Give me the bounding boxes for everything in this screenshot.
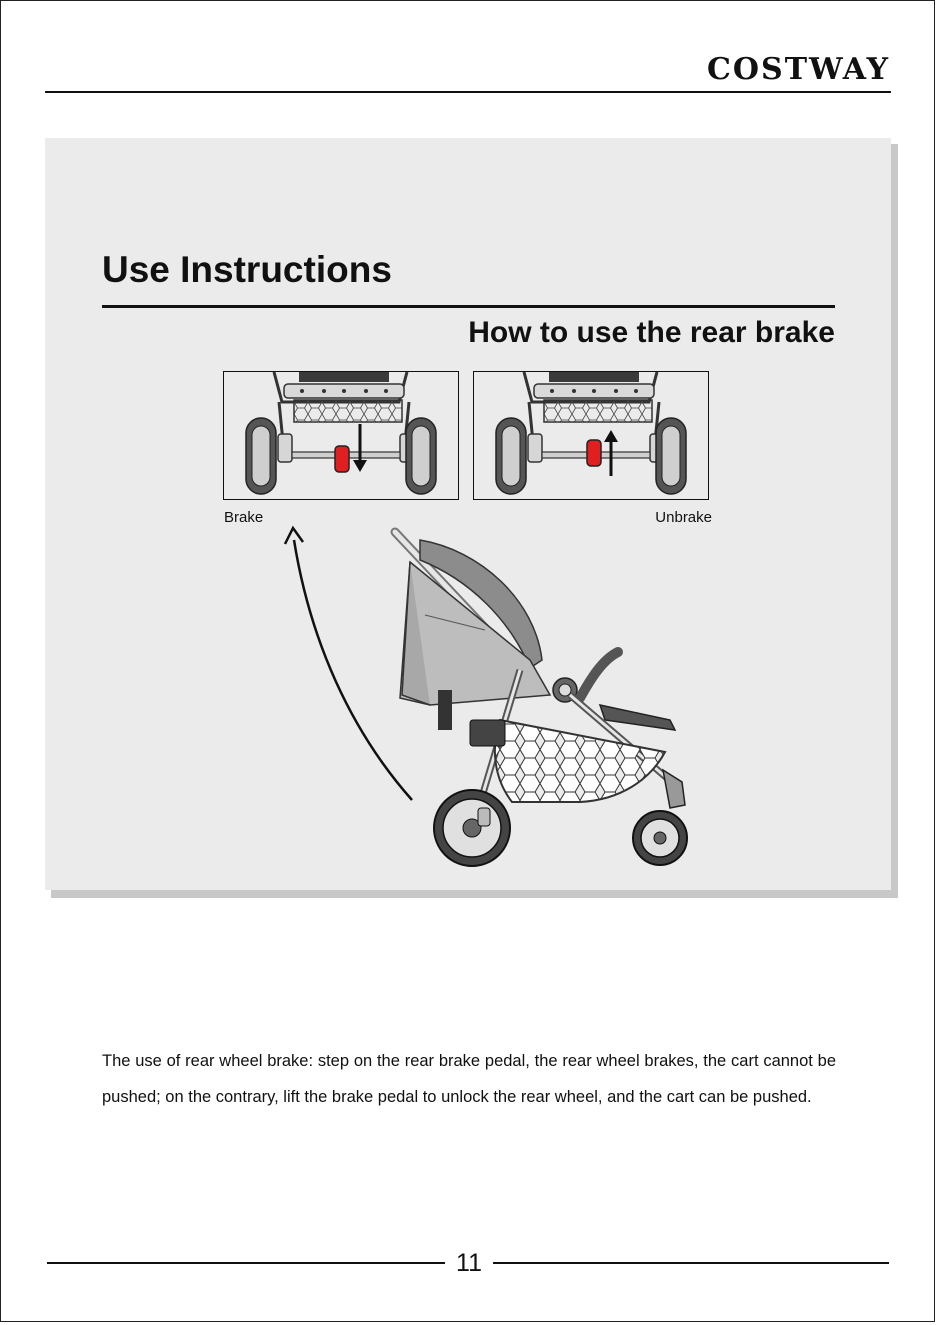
footer-divider-left [47, 1262, 445, 1264]
instruction-paragraph: The use of rear wheel brake: step on the rear brake pedal, the rear wheel brakes, the cart cannot be pushed; on the contrary, lift the brake pedal to unlock the rear wheel, and the cart can be pushed. [102, 1051, 836, 1106]
brand-logo: COSTWAY [707, 52, 890, 87]
arrow-down-icon [353, 424, 367, 472]
header-divider [45, 91, 891, 93]
brake-pedal-icon [335, 446, 349, 472]
sub-title: How to use the rear brake [468, 316, 835, 349]
unbrake-caption: Unbrake [655, 509, 712, 526]
brake-caption: Brake [224, 509, 264, 526]
brake-pedal-icon [587, 440, 601, 466]
section-title: Use Instructions [102, 249, 392, 290]
footer-divider-right [493, 1262, 889, 1264]
page-number: 11 [456, 1249, 482, 1277]
section-divider [102, 305, 835, 308]
unbrake-detail-figure [473, 371, 709, 500]
brake-detail-illustration [224, 372, 457, 498]
curved-arrow-icon [285, 528, 412, 800]
brake-detail-figure [223, 371, 459, 500]
unbrake-detail-illustration [474, 372, 707, 498]
stroller-illustration [280, 520, 700, 870]
